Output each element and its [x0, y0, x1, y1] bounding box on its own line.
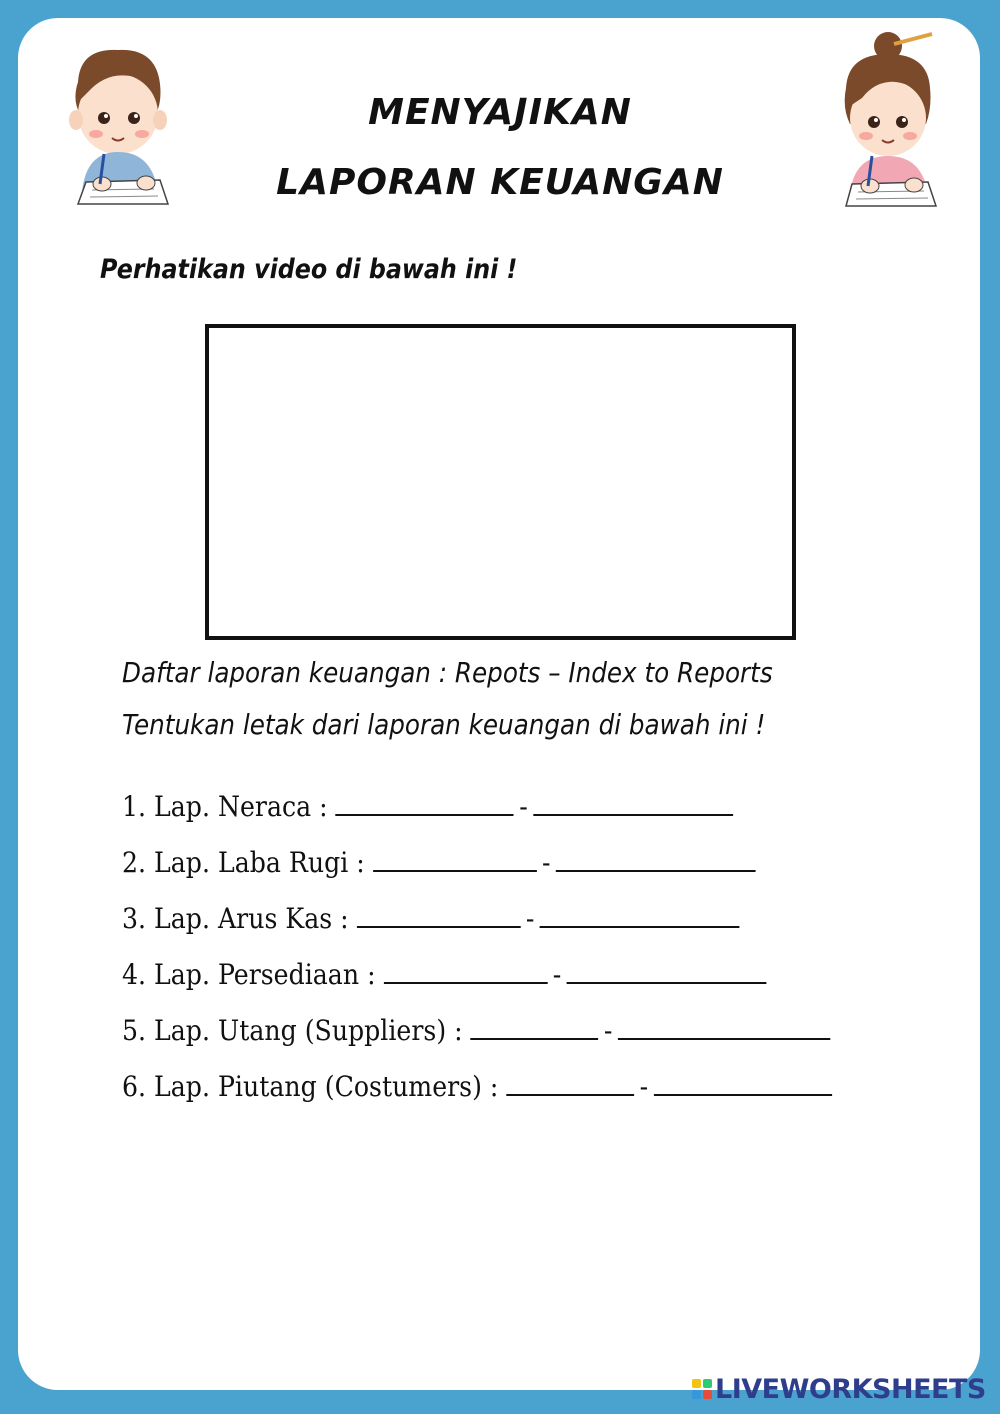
answer-blank-2a[interactable]	[373, 846, 537, 872]
liveworksheets-logo-icon	[692, 1379, 712, 1399]
question-label: 6. Lap. Piutang (Costumers) :	[122, 1070, 499, 1103]
worksheet-page	[18, 18, 980, 1390]
separator: -	[525, 902, 535, 935]
answer-blank-5a[interactable]	[471, 1014, 599, 1040]
brand-text: LIVEWORKSHEETS	[715, 1374, 986, 1405]
answer-blank-3b[interactable]	[540, 902, 740, 928]
video-box[interactable]	[205, 324, 796, 640]
separator: -	[542, 846, 551, 879]
question-6	[122, 1070, 832, 1103]
answer-blank-4a[interactable]	[384, 958, 548, 984]
answer-blank-4b[interactable]	[567, 958, 767, 984]
question-label: 3. Lap. Arus Kas :	[122, 902, 349, 935]
separator: -	[552, 958, 562, 991]
question-4	[122, 958, 767, 991]
separator: -	[639, 1070, 649, 1103]
title-line-1: MENYAJIKAN	[368, 92, 632, 133]
question-3	[122, 902, 740, 935]
question-label: 5. Lap. Utang (Suppliers) :	[122, 1014, 463, 1047]
answer-blank-1b[interactable]	[533, 790, 733, 816]
title-line-2: LAPORAN KEUANGAN	[276, 162, 724, 203]
question-label: 1. Lap. Neraca :	[122, 790, 328, 823]
question-5	[122, 1014, 830, 1047]
question-label: 2. Lap. Laba Rugi :	[122, 846, 365, 879]
question-label: 4. Lap. Persediaan :	[122, 958, 376, 991]
question-1	[122, 790, 733, 823]
info-line-1: Daftar laporan keuangan : Repots – Index to Reports	[122, 656, 773, 689]
answer-blank-3a[interactable]	[357, 902, 521, 928]
answer-blank-5b[interactable]	[618, 1014, 830, 1040]
question-2	[122, 846, 756, 879]
info-line-2: Tentukan letak dari laporan keuangan di bawah ini !	[122, 708, 766, 741]
answer-blank-6a[interactable]	[506, 1070, 634, 1096]
separator: -	[519, 790, 528, 823]
liveworksheets-brand[interactable]	[692, 1374, 986, 1404]
answer-blank-2b[interactable]	[556, 846, 756, 872]
answer-blank-1a[interactable]	[336, 790, 514, 816]
instruction-text: Perhatikan video di bawah ini !	[100, 254, 518, 285]
separator: -	[603, 1014, 613, 1047]
answer-blank-6b[interactable]	[654, 1070, 832, 1096]
